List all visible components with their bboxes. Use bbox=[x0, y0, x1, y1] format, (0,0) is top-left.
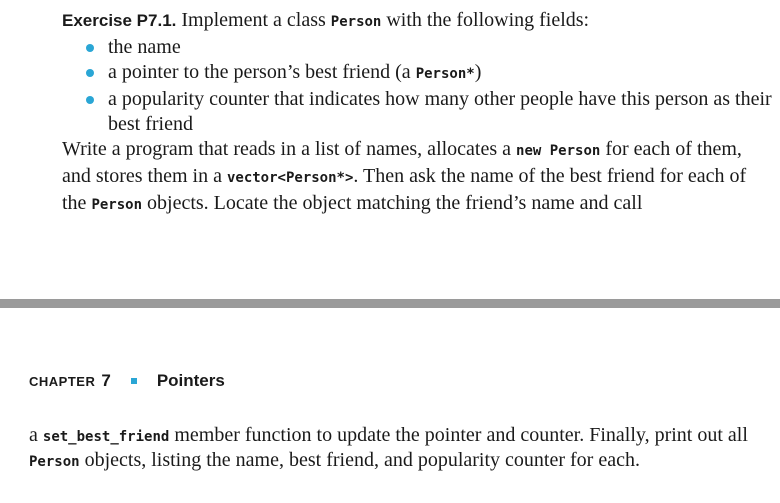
exercise-paragraph bbox=[62, 137, 774, 218]
field-list-item-pointer bbox=[62, 60, 774, 87]
exercise-intro bbox=[62, 8, 774, 35]
field-list-item-text-after: ) bbox=[474, 61, 482, 83]
field-list-item-text: the name bbox=[108, 36, 181, 58]
paragraph-text: for each of them, and stores them in a bbox=[62, 138, 742, 187]
bullet-icon bbox=[86, 69, 94, 77]
field-list-item-code: Person* bbox=[415, 66, 475, 82]
field-list-item-text: a pointer to the person’s best friend (a bbox=[108, 61, 411, 83]
exercise-label: Exercise P7.1. bbox=[62, 11, 177, 30]
field-list-item-counter bbox=[62, 87, 774, 137]
paragraph-text: Write a program that reads in a list of names, allocates a bbox=[62, 138, 512, 160]
page-divider bbox=[0, 299, 780, 308]
paragraph-text: . Then ask the name of the best friend for each of the bbox=[62, 165, 747, 214]
chapter-label: CHAPTER bbox=[29, 373, 96, 389]
paragraph-code: set_best_friend bbox=[42, 429, 170, 445]
chapter-title: Pointers bbox=[156, 371, 225, 390]
field-list bbox=[62, 35, 774, 137]
paragraph-code: Person bbox=[29, 454, 80, 470]
paragraph-text: objects, listing the name, best friend, and popularity counter for each. bbox=[84, 449, 640, 471]
exercise-intro-text: Implement a class bbox=[181, 9, 326, 31]
field-list-item-text: a popularity counter that indicates how many other people have this person as their best friend bbox=[108, 88, 772, 135]
bullet-icon bbox=[86, 44, 94, 52]
paragraph-text: objects. Locate the object matching the friend’s name and call bbox=[147, 192, 643, 214]
field-list-item-name bbox=[62, 35, 774, 60]
paragraph-code: Person bbox=[91, 197, 143, 213]
paragraph-text: a bbox=[29, 424, 38, 446]
exercise-intro-code: Person bbox=[330, 14, 382, 30]
separator-square-icon bbox=[131, 378, 137, 384]
bullet-icon bbox=[86, 96, 94, 104]
continuation-paragraph bbox=[29, 424, 774, 474]
paragraph-code: new Person bbox=[516, 143, 601, 159]
exercise-intro-text-after: with the following fields: bbox=[386, 9, 590, 31]
exercise-block bbox=[62, 8, 774, 218]
chapter-header bbox=[29, 368, 225, 394]
paragraph-text: member function to update the pointer and counter. Finally, print out all bbox=[174, 424, 748, 446]
chapter-number: 7 bbox=[101, 371, 111, 390]
paragraph-code: vector<Person*> bbox=[226, 170, 354, 186]
